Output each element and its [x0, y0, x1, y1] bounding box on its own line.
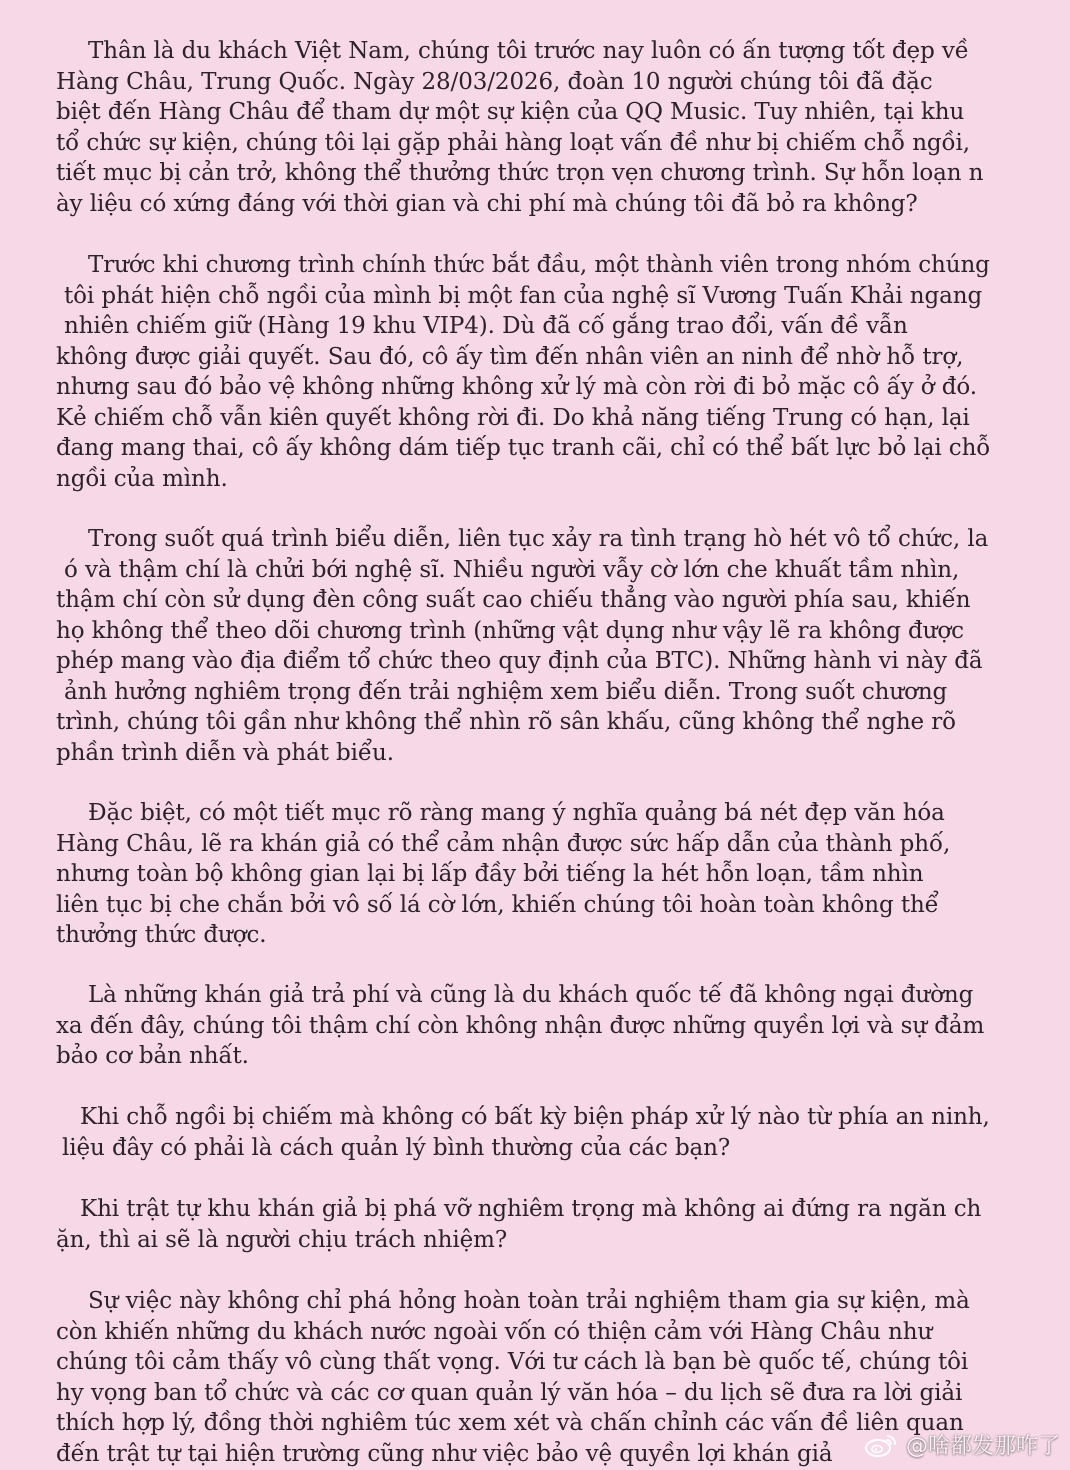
- text-line: Khi trật tự khu khán giả bị phá vỡ nghiêm trọng mà không ai đứng ra ngăn ch: [80, 1196, 982, 1222]
- text-line: ngồi của mình.: [56, 465, 228, 492]
- text-line: Đặc biệt, có một tiết mục rõ ràng mang ý nghĩa quảng bá nét đẹp văn hóa: [88, 800, 945, 826]
- text-line: ày liệu có xứng đáng với thời gian và chi phí mà chúng tôi đã bỏ ra không?: [56, 190, 918, 217]
- text-line: ặn, thì ai sẽ là người chịu trách nhiệm?: [56, 1226, 508, 1253]
- text-line: nhiên chiếm giữ (Hàng 19 khu VIP4). Dù đã cố gắng trao đổi, vấn đề vẫn: [64, 313, 908, 339]
- text-line: trình, chúng tôi gần như không thể nhìn rõ sân khấu, cũng không thể nghe rõ: [56, 709, 956, 735]
- text-line: đến trật tự tại hiện trường cũng như việc bảo vệ quyền lợi khán giả: [56, 1440, 833, 1467]
- text-line: thậm chí còn sử dụng đèn công suất cao chiếu thẳng vào người phía sau, khiến: [56, 587, 971, 613]
- text-line: tiết mục bị cản trở, không thể thưởng thức trọn vẹn chương trình. Sự hỗn loạn n: [56, 160, 984, 186]
- text-line: thưởng thức được.: [56, 922, 267, 948]
- text-line: Là những khán giả trả phí và cũng là du khách quốc tế đã không ngại đường: [88, 982, 974, 1008]
- text-line: biệt đến Hàng Châu để tham dự một sự kiện của QQ Music. Tuy nhiên, tại khu: [56, 99, 965, 125]
- text-line: Hàng Châu, lẽ ra khán giả có thể cảm nhận được sức hấp dẫn của thành phố,: [56, 830, 951, 857]
- paragraph-question-responsibility: [56, 1194, 1028, 1255]
- watermark-handle: @啥都发那咋了: [905, 1434, 1060, 1459]
- text-line: Hàng Châu, Trung Quốc. Ngày 28/03/2026, đoàn 10 người chúng tôi đã đặc: [56, 68, 933, 95]
- text-line: hy vọng ban tổ chức và các cơ quan quản lý văn hóa – du lịch sẽ đưa ra lời giải: [56, 1379, 963, 1406]
- text-line: đang mang thai, cô ấy không dám tiếp tục tranh cãi, chỉ có thể bất lực bỏ lại chỗ: [56, 435, 991, 461]
- text-line: nhưng toàn bộ không gian lại bị lấp đầy bởi tiếng la hét hỗn loạn, tầm nhìn: [56, 861, 924, 887]
- text-line: thích hợp lý, đồng thời nghiêm túc xem xét và chấn chỉnh các vấn đề liên quan: [56, 1410, 964, 1436]
- text-line: nhưng sau đó bảo vệ không những không xử lý mà còn rời đi bỏ mặc cô ấy ở đó.: [56, 374, 977, 400]
- paragraph-seat-issue: [56, 250, 1028, 494]
- text-line: Trong suốt quá trình biểu diễn, liên tục xảy ra tình trạng hò hét vô tổ chức, la: [88, 526, 989, 552]
- text-line: bảo cơ bản nhất.: [56, 1043, 249, 1069]
- text-line: tổ chức sự kiện, chúng tôi lại gặp phải hàng loạt vấn đề như bị chiếm chỗ ngồi,: [56, 129, 970, 156]
- paragraph-intro: [56, 36, 1028, 219]
- text-line: liên tục bị che chắn bởi vô số lá cờ lớn, khiến chúng tôi hoàn toàn không thể: [56, 891, 939, 918]
- text-line: ảnh hưởng nghiêm trọng đến trải nghiệm xem biểu diễn. Trong suốt chương: [64, 678, 948, 705]
- text-line: ó và thậm chí là chửi bới nghệ sĩ. Nhiều người vẫy cờ lớn che khuất tầm nhìn,: [64, 556, 960, 583]
- text-line: tôi phát hiện chỗ ngồi của mình bị một fan của nghệ sĩ Vương Tuấn Khải ngang: [64, 282, 983, 309]
- paragraph-performance: [56, 524, 1028, 768]
- text-line: phép mang vào địa điểm tổ chức theo quy định của BTC). Những hành vi này đã: [56, 648, 983, 674]
- weibo-watermark: [864, 1429, 1060, 1460]
- paragraph-rights: [56, 980, 1028, 1072]
- text-line: Khi chỗ ngồi bị chiếm mà không có bất kỳ biện pháp xử lý nào từ phía an ninh,: [80, 1104, 990, 1130]
- text-line: không được giải quyết. Sau đó, cô ấy tìm đến nhân viên an ninh để nhờ hỗ trợ,: [56, 343, 964, 370]
- text-line: Kẻ chiếm chỗ vẫn kiên quyết không rời đi. Do khả năng tiếng Trung có hạn, lại: [56, 404, 970, 431]
- text-line: Thân là du khách Việt Nam, chúng tôi trước nay luôn có ấn tượng tốt đẹp về: [88, 38, 969, 64]
- text-line: còn khiến những du khách nước ngoài vốn có thiện cảm với Hàng Châu như: [56, 1318, 933, 1345]
- paragraph-question-security: [56, 1102, 1028, 1163]
- text-line: chúng tôi cảm thấy vô cùng thất vọng. Với tư cách là bạn bè quốc tế, chúng tôi: [56, 1349, 969, 1375]
- text-line: phần trình diễn và phát biểu.: [56, 739, 394, 766]
- text-line: họ không thể theo dõi chương trình (những vật dụng như vậy lẽ ra không được: [56, 617, 964, 644]
- text-line: liệu đây có phải là cách quản lý bình thường của các bạn?: [62, 1134, 731, 1161]
- text-line: Sự việc này không chỉ phá hỏng hoàn toàn trải nghiệm tham gia sự kiện, mà: [88, 1288, 970, 1314]
- text-line: xa đến đây, chúng tôi thậm chí còn không nhận được những quyền lợi và sự đảm: [56, 1012, 985, 1039]
- paragraph-culture: [56, 798, 1028, 951]
- text-line: Trước khi chương trình chính thức bắt đầu, một thành viên trong nhóm chúng: [88, 252, 990, 278]
- weibo-logo-icon: [864, 1432, 898, 1458]
